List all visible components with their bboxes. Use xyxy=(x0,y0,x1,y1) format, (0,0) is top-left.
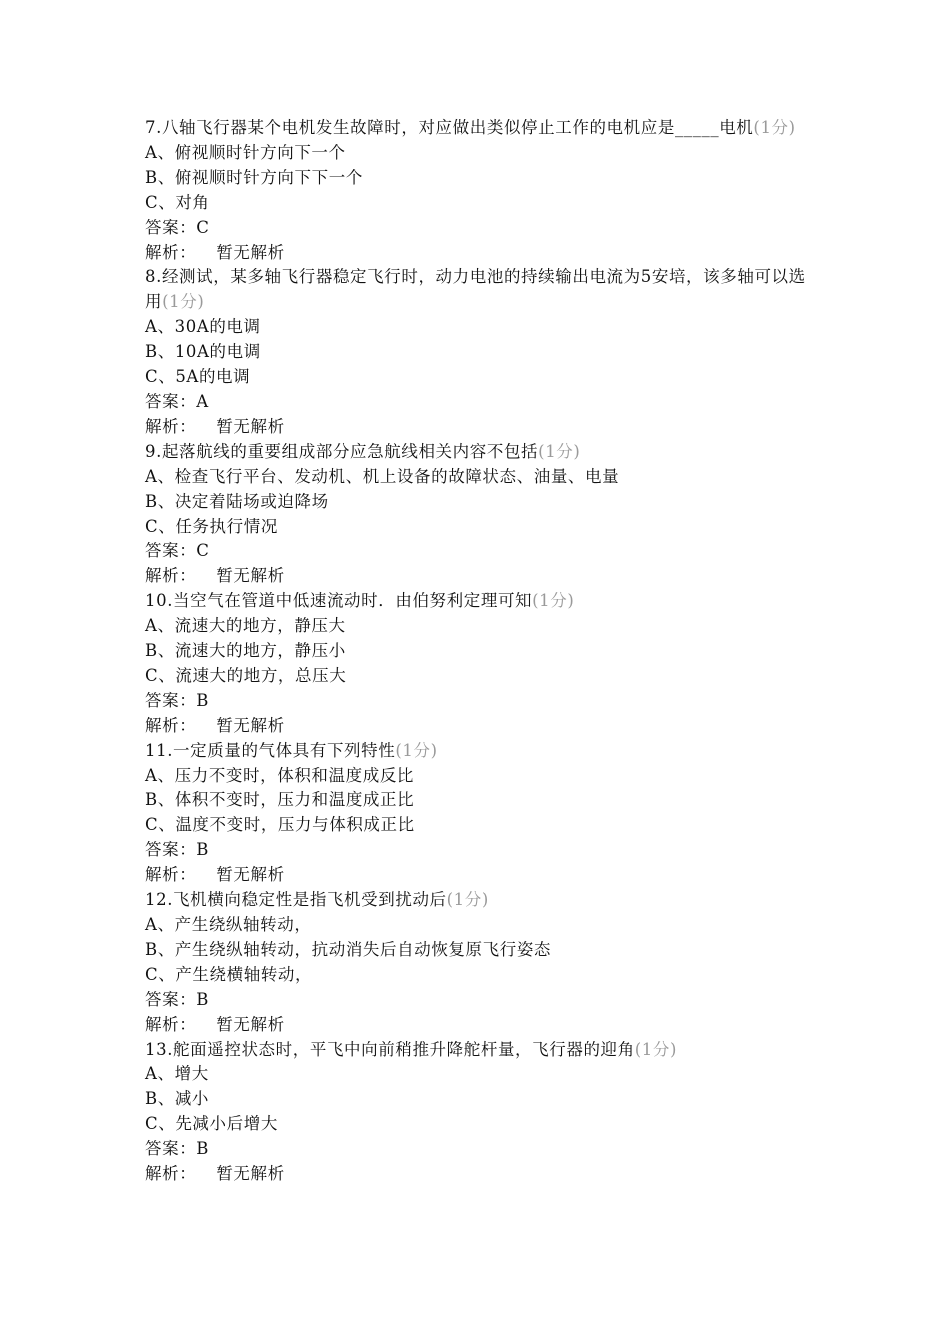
analysis-label: 解析： xyxy=(145,865,197,885)
analysis-text: 暂无解析 xyxy=(216,416,285,436)
question-stem xyxy=(145,888,807,913)
question-text: 9.起落航线的重要组成部分应急航线相关内容不包括 xyxy=(145,441,539,461)
question-7 xyxy=(145,116,807,265)
analysis-text: 暂无解析 xyxy=(216,1164,285,1184)
answer: 答案：A xyxy=(145,391,209,411)
question-8 xyxy=(145,265,807,439)
question-score: (1分) xyxy=(538,441,581,461)
analysis-label: 解析： xyxy=(145,715,197,735)
option-c: C、产生绕横轴转动， xyxy=(145,964,313,984)
question-score: (1分) xyxy=(634,1039,678,1059)
option-c: C、5A的电调 xyxy=(145,367,251,387)
analysis xyxy=(145,564,807,589)
question-stem xyxy=(145,265,807,315)
question-score: (1分) xyxy=(753,118,796,137)
option-b: B、10A的电调 xyxy=(145,342,261,362)
question-10 xyxy=(145,589,807,738)
question-12 xyxy=(145,888,807,1037)
option-b: B、产生绕纵轴转动，抗动消失后自动恢复原飞行姿态 xyxy=(145,939,552,959)
answer: 答案：C xyxy=(145,541,210,561)
option-b: B、体积不变时，压力和温度成正比 xyxy=(145,790,415,810)
answer: 答案：C xyxy=(145,217,210,237)
question-text: 7.八轴飞行器某个电机发生故障时，对应做出类似停止工作的电机应是_____电机 xyxy=(145,118,754,137)
answer: 答案：B xyxy=(145,840,210,860)
option-a: A、俯视顺时针方向下一个 xyxy=(145,142,346,162)
analysis-text: 暂无解析 xyxy=(216,865,285,885)
option-a: A、产生绕纵轴转动， xyxy=(145,915,312,934)
analysis-text: 暂无解析 xyxy=(216,1014,285,1034)
analysis xyxy=(145,1013,807,1038)
analysis xyxy=(145,241,807,266)
option-a: A、30A的电调 xyxy=(145,317,261,337)
analysis-label: 解析： xyxy=(145,1014,197,1034)
question-text: 13.舵面遥控状态时，平飞中向前稍推升降舵杆量，飞行器的迎角 xyxy=(145,1039,635,1059)
analysis-text: 暂无解析 xyxy=(216,242,285,262)
question-stem xyxy=(145,589,807,614)
option-c: C、对角 xyxy=(145,192,210,212)
analysis xyxy=(145,1162,807,1187)
option-c: C、任务执行情况 xyxy=(145,516,278,536)
question-9 xyxy=(145,440,807,589)
option-a: A、流速大的地方，静压大 xyxy=(145,616,346,636)
question-score: (1分) xyxy=(446,890,489,910)
question-13 xyxy=(145,1038,807,1187)
option-c: C、流速大的地方，总压大 xyxy=(145,665,347,685)
question-stem xyxy=(145,1038,807,1063)
answer: 答案：B xyxy=(145,690,210,710)
option-b: B、决定着陆场或迫降场 xyxy=(145,491,329,511)
option-a: A、增大 xyxy=(145,1064,209,1084)
option-c: C、先减小后增大 xyxy=(145,1114,278,1134)
question-text: 8.经测试，某多轴飞行器稳定飞行时，动力电池的持续输出电流为5安培，该多轴可以选用 xyxy=(145,267,806,312)
answer: 答案：B xyxy=(145,989,210,1009)
option-b: B、减小 xyxy=(145,1089,210,1109)
analysis-label: 解析： xyxy=(145,416,197,436)
analysis-text: 暂无解析 xyxy=(216,566,285,586)
analysis-label: 解析： xyxy=(145,1164,197,1184)
question-text: 12.飞机横向稳定性是指飞机受到扰动后 xyxy=(145,890,447,910)
analysis-text: 暂无解析 xyxy=(216,715,285,735)
question-stem xyxy=(145,116,807,141)
analysis-label: 解析： xyxy=(145,242,197,262)
question-text: 10.当空气在管道中低速流动时．由伯努利定理可知 xyxy=(145,591,533,611)
answer: 答案：B xyxy=(145,1139,210,1159)
question-11 xyxy=(145,739,807,888)
analysis xyxy=(145,415,807,440)
option-c: C、温度不变时，压力与体积成正比 xyxy=(145,815,415,835)
option-a: A、检查飞行平台、发动机、机上设备的故障状态、油量、电量 xyxy=(145,466,620,486)
question-text: 11.一定质量的气体具有下列特性 xyxy=(145,740,396,760)
option-b: B、俯视顺时针方向下下一个 xyxy=(145,167,363,187)
analysis xyxy=(145,714,807,739)
question-score: (1分) xyxy=(162,292,205,312)
question-stem xyxy=(145,440,807,465)
question-stem xyxy=(145,739,807,764)
document-body xyxy=(145,116,807,1187)
option-a: A、压力不变时，体积和温度成反比 xyxy=(145,765,415,785)
question-score: (1分) xyxy=(395,740,438,760)
analysis xyxy=(145,863,807,888)
option-b: B、流速大的地方，静压小 xyxy=(145,641,346,661)
question-score: (1分) xyxy=(532,591,575,611)
analysis-label: 解析： xyxy=(145,566,197,586)
